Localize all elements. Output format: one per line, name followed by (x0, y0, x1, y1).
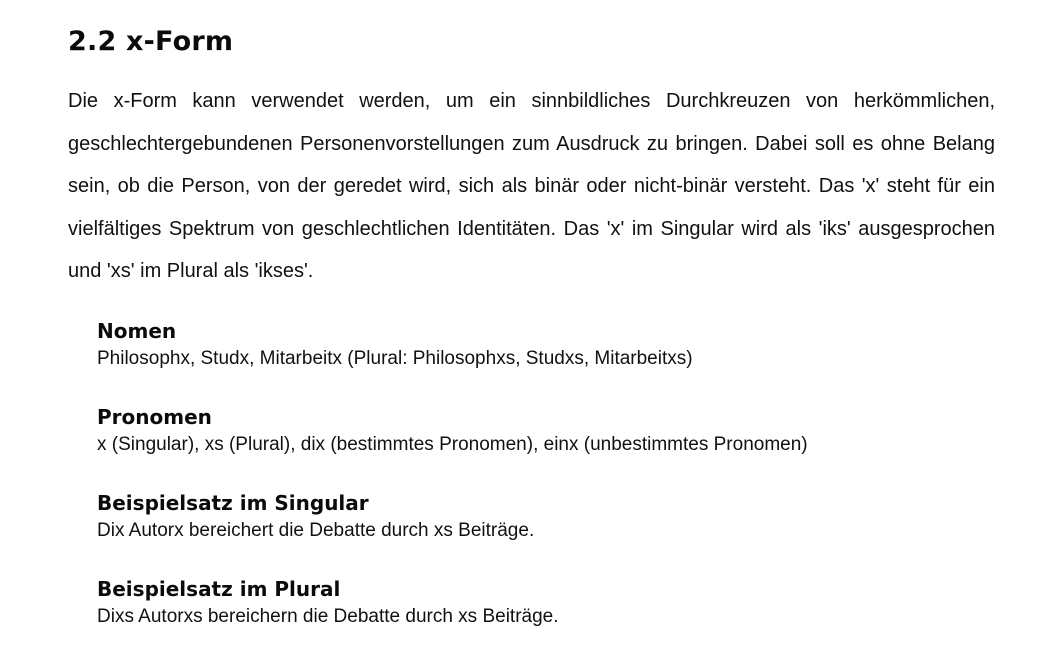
section-heading: 2.2 x-Form (68, 26, 234, 57)
example-nomen (97, 318, 997, 374)
example-title: Pronomen (97, 405, 212, 429)
example-title: Beispielsatz im Plural (97, 577, 341, 601)
example-plural-sentence (97, 576, 997, 632)
example-singular-sentence (97, 490, 997, 546)
example-text: Dix Autorx bereichert die Debatte durch xs Beiträge. (97, 520, 535, 541)
example-title: Nomen (97, 319, 177, 343)
example-text: x (Singular), xs (Plural), dix (bestimmtes Pronomen), einx (unbestimmtes Pronomen) (97, 434, 808, 455)
example-text: Dixs Autorxs bereichern die Debatte durch xs Beiträge. (97, 606, 559, 627)
example-pronomen (97, 404, 997, 460)
example-title: Beispielsatz im Singular (97, 491, 369, 515)
intro-paragraph: Die x-Form kann verwendet werden, um ein sinnbildliches Durchkreuzen von herkömmlichen, geschlechtergebundenen Personenvorstellungen zum Ausdruck zu bringen. Dabei soll es ohne Belang sein, ob die Person, von der geredet wird, sich als binär oder nicht-binär versteht. Das 'x' steht für ein vielfältiges Spektrum von geschlechtlichen Identitäten. Das 'x' im Singular wird als 'iks' ausgesprochen und 'xs' im Plural als 'ikses'. (68, 90, 995, 282)
example-text: Philosophx, Studx, Mitarbeitx (Plural: Philosophxs, Studxs, Mitarbeitxs) (97, 348, 693, 369)
